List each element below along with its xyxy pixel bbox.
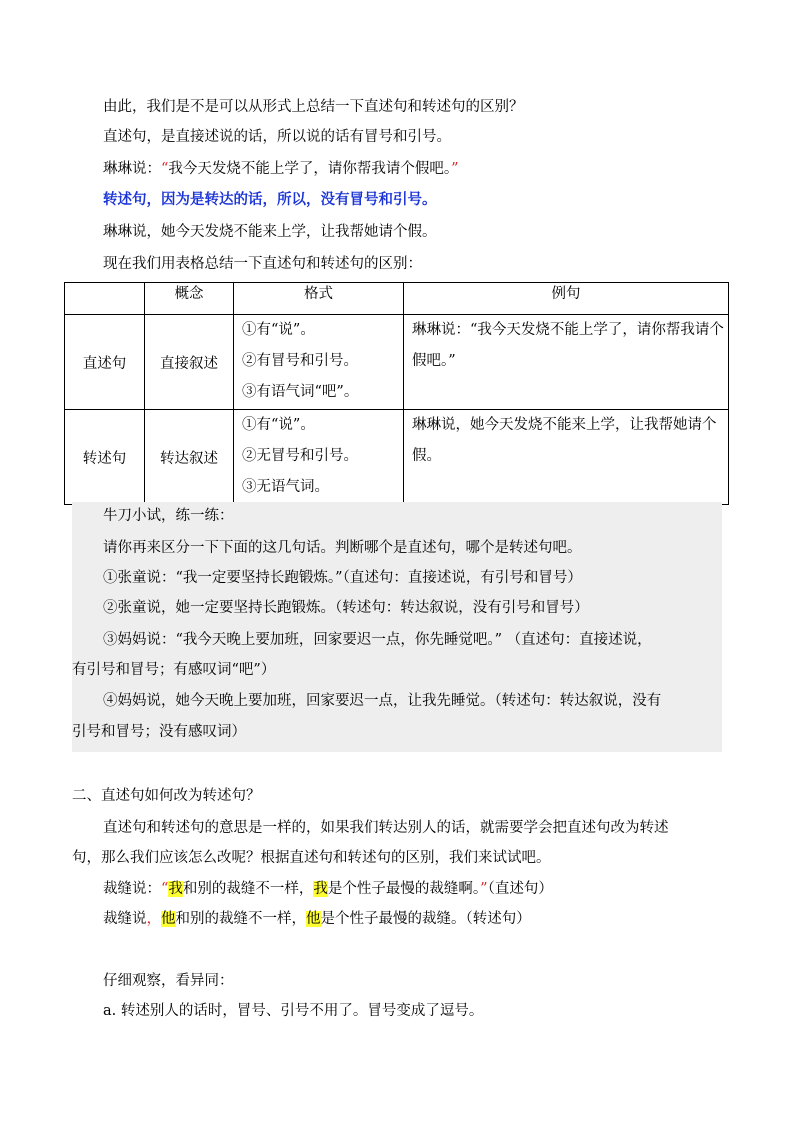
sentence-part: 是个性子最慢的裁缝。（转述句） — [320, 911, 531, 927]
practice-item-3-cont: 有引号和冒号；有感叹词“吧”） — [72, 662, 276, 678]
row-format — [234, 410, 404, 505]
practice-item-1: ①张童说：“我一定要坚持长跑锻炼。”（直述句：直接述说，有引号和冒号） — [103, 570, 582, 586]
practice-instruction: 请你再来区分一下下面的这几句话。判断哪个是直述句，哪个是转述句吧。 — [103, 540, 582, 556]
practice-item-3: ③妈妈说：“我今天晚上要加班，回家要迟一点，你先睡觉吧。” （直述句：直接述说， — [103, 632, 652, 648]
quote-open: “ — [161, 881, 169, 897]
sentence-part: 是个性子最慢的裁缝啊。 — [327, 881, 481, 897]
table-row — [65, 315, 729, 410]
table-header-row — [65, 283, 729, 315]
sentence-part: 和别的裁缝不一样， — [182, 881, 314, 897]
section-2-para-cont: 句，那么我们应该怎么改呢？根据直述句和转述句的区别，我们来试试吧。 — [72, 850, 551, 866]
row-name: 直述句 — [65, 315, 145, 410]
direct-example-prefix: 琳琳说： — [103, 161, 161, 177]
format-item: ①有“说”。 — [242, 322, 315, 338]
comparison-table — [64, 282, 729, 505]
example-text: 琳琳说，她今天发烧不能来上学，让我帮她请个假。 — [412, 417, 717, 464]
section-2-heading: 二、直述句如何改为转述句？ — [72, 788, 261, 804]
row-name: 转述句 — [65, 410, 145, 505]
row-example — [404, 315, 729, 410]
format-item: ②无冒号和引号。 — [242, 448, 358, 464]
header-blank — [65, 283, 145, 315]
table-intro: 现在我们用表格总结一下直述句和转述句的区别： — [103, 256, 422, 272]
example-direct — [103, 879, 553, 899]
quote-close: ” — [480, 881, 488, 897]
practice-item-2: ②张童说，她一定要坚持长跑锻炼。（转述句：转达叙说，没有引号和冒号） — [103, 600, 589, 616]
direct-example — [103, 159, 459, 179]
observe-heading: 仔细观察，看异同： — [103, 973, 234, 989]
row-concept: 直接叙述 — [145, 315, 234, 410]
section-2-para: 直述句和转述句的意思是一样的，如果我们转达别人的话，就需要学会把直述句改为转述 — [103, 820, 669, 836]
practice-item-4: ④妈妈说，她今天晚上要加班，回家要迟一点，让我先睡觉。（转述句：转达叙说，没有 — [103, 693, 662, 709]
direct-definition: 直述句，是直接述说的话，所以说的话有冒号和引号。 — [103, 129, 451, 145]
highlighted-pronoun: 我 — [168, 881, 183, 897]
direct-example-body: 我今天发烧不能上学了，请你帮我请个假吧。 — [168, 161, 452, 177]
indirect-example: 琳琳说，她今天发烧不能来上学，让我帮她请个假。 — [103, 224, 437, 240]
highlighted-pronoun: 他 — [161, 911, 176, 927]
intro-question: 由此，我们是不是可以从形式上总结一下直述句和转述句的区别？ — [103, 99, 524, 115]
observe-point-a: a. 转述别人的话时，冒号、引号不用了。冒号变成了逗号。 — [103, 1003, 484, 1019]
format-item: ③有语气词“吧”。 — [242, 384, 359, 400]
example-text: 琳琳说：“我今天发烧不能上学了，请你帮我请个假吧。” — [412, 322, 724, 369]
speaker: 裁缝说： — [103, 881, 161, 897]
sentence-part: 和别的裁缝不一样， — [175, 911, 306, 927]
row-example — [404, 410, 729, 505]
highlighted-pronoun: 他 — [306, 911, 321, 927]
example-indirect — [103, 909, 531, 929]
header-example: 例句 — [404, 283, 729, 315]
header-concept: 概念 — [145, 283, 234, 315]
speaker: 裁缝说 — [103, 911, 147, 927]
quote-open: “ — [161, 161, 169, 177]
highlighted-pronoun: 我 — [313, 881, 328, 897]
indirect-definition: 转述句，因为是转达的话，所以，没有冒号和引号。 — [103, 191, 437, 208]
practice-title: 牛刀小试，练一练： — [103, 508, 234, 524]
quote-close: ” — [451, 161, 459, 177]
format-item: ②有冒号和引号。 — [242, 353, 358, 369]
header-format: 格式 — [234, 283, 404, 315]
format-item: ①有“说”。 — [242, 417, 315, 433]
row-format — [234, 315, 404, 410]
sentence-tag: （直述句） — [487, 881, 553, 897]
table-row — [65, 410, 729, 505]
practice-item-4-cont: 引号和冒号；没有感叹词） — [72, 724, 246, 740]
format-item: ③无语气词。 — [242, 479, 329, 495]
comma: ， — [146, 911, 161, 927]
row-concept: 转达叙述 — [145, 410, 234, 505]
